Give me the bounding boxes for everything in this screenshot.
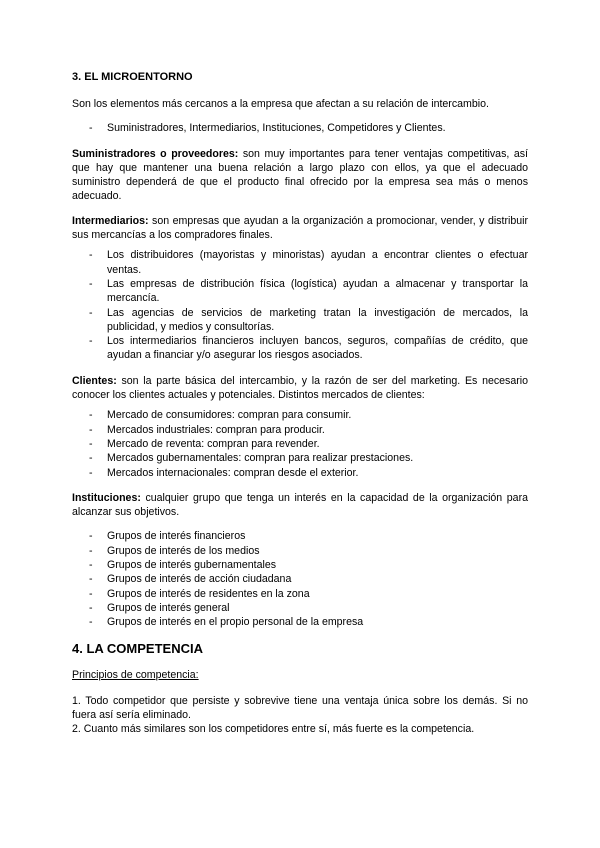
- list-item-text: Mercados industriales: compran para producir.: [107, 423, 325, 436]
- dash-bullet: -: [89, 601, 93, 614]
- list-item-text: Grupos de interés general: [107, 601, 230, 614]
- dash-bullet: -: [89, 559, 93, 572]
- list-item: [72, 587, 528, 601]
- list-item: [72, 121, 528, 135]
- suppliers-paragraph: [72, 147, 528, 204]
- list-item: [72, 529, 528, 543]
- list-item-text: Las agencias de servicios de marketing tratan la investigación de mercados, la publicidad, y medios y consultorías.: [107, 306, 528, 333]
- clients-text: son la parte básica del intercambio, y la razón de ser del marketing. Es necesario conocer los clientes actuales y potenciales. Distintos mercados de clientes:: [72, 374, 528, 402]
- dash-bullet: -: [89, 423, 93, 436]
- list-item: [72, 306, 528, 335]
- list-item-text: Mercados internacionales: compran desde el exterior.: [107, 466, 359, 479]
- list-item-text: Grupos de interés en el propio personal de la empresa: [107, 616, 364, 629]
- suppliers-text: son muy importantes para tener ventajas competitivas, así que hay que mantener una buena relación a largo plazo con ellos, ya que el adecuado suministro dependerá de que el producto final ofrecido por la empresa sea más o menos adecuado.: [72, 147, 528, 203]
- section-4-heading: 4. LA COMPETENCIA: [72, 640, 203, 656]
- list-item: [72, 601, 528, 615]
- dash-bullet: -: [89, 277, 93, 290]
- intro-list: [72, 121, 528, 135]
- dash-bullet: -: [89, 587, 93, 600]
- section-3-heading: 3. EL MICROENTORNO: [72, 71, 193, 83]
- intermediaries-text: son empresas que ayudan a la organización a promocionar, vender, y distribuir sus mercancías a los compradores finales.: [72, 214, 528, 242]
- list-item: [72, 615, 528, 629]
- list-item: [72, 466, 528, 480]
- list-item-text: Los distribuidores (mayoristas y minoristas) ayudan a encontrar clientes o efectuar ventas.: [107, 249, 528, 276]
- page-content: [72, 70, 528, 737]
- principle-item: 2. Cuanto más similares son los competidores entre sí, más fuerte es la competencia.: [72, 723, 475, 736]
- institutions-list: [72, 529, 528, 629]
- list-item-text: Grupos de interés financieros: [107, 530, 246, 543]
- institutions-term: Instituciones:: [72, 491, 141, 504]
- list-item: [72, 437, 528, 451]
- principle-item: 1. Todo competidor que persiste y sobrevive tiene una ventaja única sobre los demás. Si no fuera así sería eliminado.: [72, 694, 528, 722]
- intermediaries-paragraph: [72, 214, 528, 243]
- intermediaries-list: [72, 248, 528, 362]
- intermediaries-term: Intermediarios:: [72, 214, 149, 227]
- dash-bullet: -: [89, 616, 93, 629]
- clients-paragraph: [72, 374, 528, 403]
- list-item-text: Mercado de consumidores: compran para consumir.: [107, 409, 352, 422]
- dash-bullet: -: [89, 530, 93, 543]
- institutions-paragraph: [72, 491, 528, 520]
- list-item-text: Grupos de interés de acción ciudadana: [107, 573, 292, 586]
- list-item: [72, 408, 528, 422]
- list-item-text: Grupos de interés gubernamentales: [107, 559, 277, 572]
- list-item: [72, 334, 528, 363]
- list-item-text: Mercado de reventa: compran para revender.: [107, 437, 320, 450]
- list-item-text: Mercados gubernamentales: compran para realizar prestaciones.: [107, 452, 414, 465]
- clients-term: Clientes:: [72, 374, 117, 387]
- list-item: [72, 572, 528, 586]
- suppliers-term: Suministradores o proveedores:: [72, 147, 239, 160]
- dash-bullet: -: [89, 466, 93, 479]
- dash-bullet: -: [89, 573, 93, 586]
- dash-bullet: -: [89, 306, 93, 319]
- clients-list: [72, 408, 528, 479]
- list-item-text: Grupos de interés de los medios: [107, 544, 260, 557]
- dash-bullet: -: [89, 335, 93, 348]
- dash-bullet: -: [89, 249, 93, 262]
- list-item: [72, 451, 528, 465]
- list-item: [72, 558, 528, 572]
- list-item: [72, 423, 528, 437]
- list-item: [72, 544, 528, 558]
- list-item: [72, 277, 528, 306]
- list-item-text: Los intermediarios financieros incluyen bancos, seguros, compañías de crédito, que ayudan a financiar y/o asegurar los riesgos asociados.: [107, 335, 528, 362]
- dash-bullet: -: [89, 544, 93, 557]
- dash-bullet: -: [89, 452, 93, 465]
- dash-bullet: -: [89, 437, 93, 450]
- institutions-text: cualquier grupo que tenga un interés en la capacidad de la organización para alcanzar sus objetivos.: [72, 491, 528, 519]
- list-item-text: Las empresas de distribución física (logística) ayudan a almacenar y transportar la mercancía.: [107, 277, 528, 305]
- dash-bullet: -: [89, 122, 93, 135]
- dash-bullet: -: [89, 409, 93, 422]
- microentorno-intro: Son los elementos más cercanos a la empresa que afectan a su relación de intercambio.: [72, 98, 489, 110]
- principles-subheading: Principios de competencia:: [72, 668, 199, 681]
- principles-list: [72, 694, 528, 737]
- list-item: [72, 248, 528, 277]
- list-item-text: Grupos de interés de residentes en la zona: [107, 587, 310, 600]
- list-item-text: Suministradores, Intermediarios, Instituciones, Competidores y Clientes.: [107, 122, 446, 135]
